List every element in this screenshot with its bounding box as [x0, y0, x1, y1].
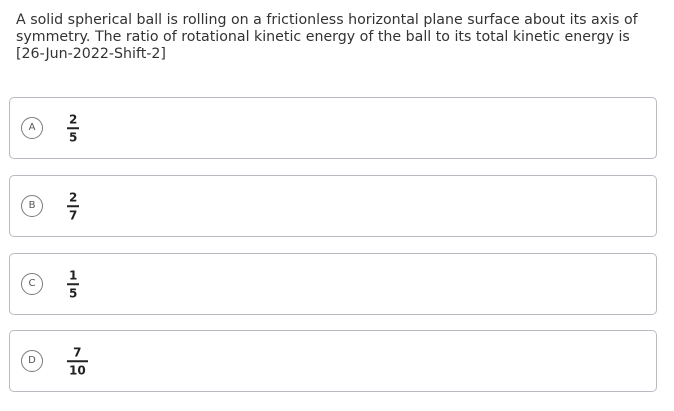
option-b[interactable] — [9, 175, 657, 237]
fraction-bar — [67, 127, 79, 129]
option-letter-badge: D — [21, 350, 43, 372]
question-line: symmetry. The ratio of rotational kinetic energy of the ball to its total kinetic energy is — [16, 29, 630, 45]
fraction-numerator: 1 — [69, 268, 78, 283]
option-fraction — [67, 268, 79, 300]
question-line: A solid spherical ball is rolling on a frictionless horizontal plane surface about its axis of — [16, 12, 638, 28]
fraction-denominator: 10 — [69, 362, 86, 377]
option-c[interactable] — [9, 253, 657, 315]
option-fraction — [67, 190, 79, 222]
option-letter-badge: B — [21, 195, 43, 217]
option-a[interactable] — [9, 97, 657, 159]
option-letter-badge: A — [21, 117, 43, 139]
fraction-denominator: 7 — [69, 207, 78, 222]
question-line: [26-Jun-2022-Shift-2] — [16, 46, 166, 62]
option-fraction — [67, 112, 79, 144]
fraction-denominator: 5 — [69, 129, 78, 144]
option-d[interactable] — [9, 330, 657, 392]
option-letter-badge: C — [21, 273, 43, 295]
fraction-numerator: 2 — [69, 190, 78, 205]
fraction-numerator: 2 — [69, 112, 78, 127]
fraction-bar — [67, 360, 88, 362]
fraction-bar — [67, 205, 79, 207]
option-fraction — [67, 345, 88, 377]
fraction-denominator: 5 — [69, 285, 78, 300]
question-text — [16, 12, 656, 63]
fraction-numerator: 7 — [73, 345, 82, 360]
fraction-bar — [67, 283, 79, 285]
